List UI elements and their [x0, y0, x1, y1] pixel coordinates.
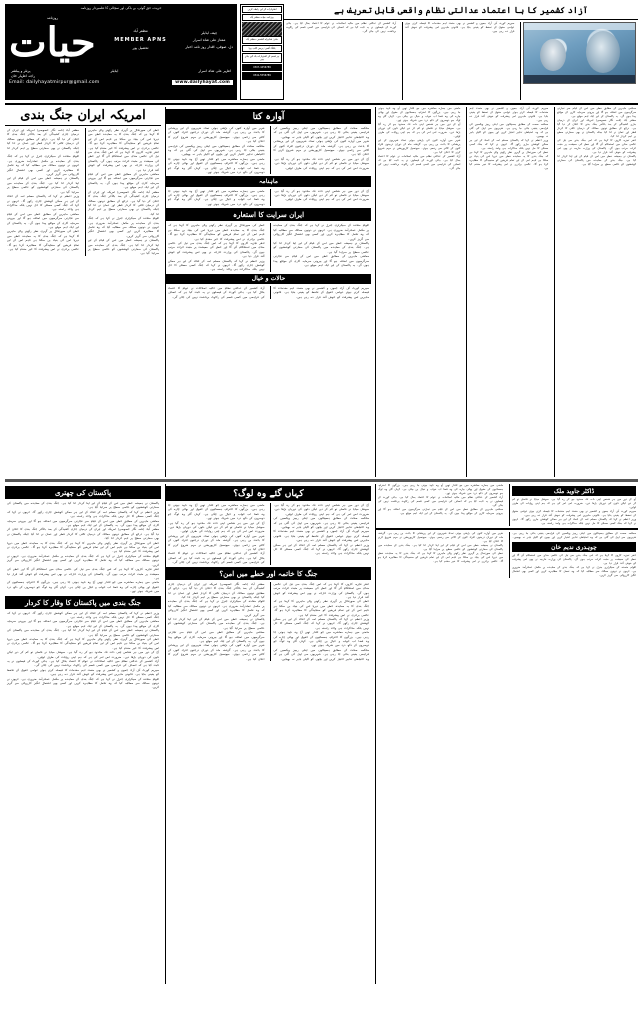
masthead-pub-label: ایڈیٹر [110, 69, 119, 73]
column-middle-lower [165, 484, 371, 984]
lead-text-a: آزاد کشمیر کے عدالتی نظام میں حالیہ اصلاحات نے عوام کا اعتماد بحال کیا ہے۔ ہائی کورٹ کے فیصلوں نے یہ ثابت کیا ہے کہ انصاف کی فراہمی میں کسی قسم کی رکاوٹ برداشت نہیں کی جائے گی۔ [286, 22, 397, 33]
left-lower2-text-1b: پاکستان نے ہمیشہ خطے میں امن کے قیام کے لیے اپنا کردار ادا کیا ہے۔ جنگ بندی کے معاہدے میں پاکستان کی سفارتی کوششوں کو عالمی سطح پر سراہا گیا ہے۔ [378, 544, 503, 552]
awara-text-2c: آج کے دور میں ہر شخص اپنی ذات تک محدود ہو کر رہ گیا ہے۔ سوشل میڈیا نے فاصلے تو کم کر دیے لیکن دلوں کی دوریاں بڑھا دیں۔ ضرورت اس امر کی ہے کہ ہم اپنی روایات کی طرف لوٹیں۔ [273, 156, 369, 170]
masthead [5, 4, 638, 100]
byline-ch-nadeem-khan: چوہدری ندیم خان [512, 542, 636, 552]
chhatri-text-1e: خطے کی صورتحال پر گہری نظر رکھنے والے ماہرین کا کہنا ہے کہ جنگ بندی کا یہ معاہدہ خطے میں دیرپا امن کی بنیاد بن سکتا ہے تاہم اس کے لیے تمام فریقین کو سنجیدگی کا مظاہرہ کرنا ہو گا۔ عالمی برادری نے اس پیشرفت کا خیر مقدم کیا ہے۔ [7, 540, 159, 554]
left-upper-text-2c: وزیر اعظم نے کہا کہ پاکستان مسلم امہ کے اتحاد کے لیے ہر ممکن کوشش جاری رکھے گا۔ انہوں نے کہا کہ جنگ کسی مسئلے کا حل نہیں بلکہ مذاکرات ہی واحد راستہ ہے۔ [469, 139, 549, 150]
main-story-col1e: معاشی ماہرین کے مطابق خطے میں امن کے قیام سے تجارتی سرگرمیوں میں اضافہ ہو گا اور بیرونی سرمایہ کاری کے مواقع پیدا ہوں گے۔ یہ پاکستان کے لیے ایک اہم موقع ہے۔ [7, 211, 79, 229]
jangkhatma-text-1c: پاکستان نے ہمیشہ خطے میں امن کے قیام کے لیے اپنا کردار ادا کیا ہے۔ جنگ بندی کے معاہدے میں پاکستان کی سفارتی کوششوں کو عالمی سطح پر سراہا گیا ہے۔ [168, 616, 265, 630]
pakistan-chhatri-banner: پاکستان کی چھتری [5, 486, 161, 499]
masthead-city: مظفر آباد [133, 29, 148, 33]
main-story-col2b: ادھر تجزیہ کاروں کا کہنا ہے کہ اس جنگ بندی سے تیل کی عالمی منڈی میں استحکام آئے گا اور خطے کی معیشت پر مثبت اثرات مرتب ہوں گے۔ پاکستان کی وزارت خارجہ نے بھی اس پیشرفت کو خوش آئند قرار دیا ہے۔ [87, 150, 159, 172]
left-lower-text-1: ماضی میں ہمارے معاشرے میں جو اقدار تھیں آج وہ ناپید ہوتی جا رہی ہیں۔ بزرگوں کا احترام، ہمسائیوں کے حقوق اور بھائی چارے کی وہ فضا اب خواب و خیال بن چکی ہے۔ کہاں گئے وہ لوگ جو دوسروں کے دکھ درد میں شریک ہوتے تھے۔ [378, 484, 503, 495]
left-upper-text-3: معاشی ماہرین کے مطابق خطے میں امن کے قیام سے تجارتی سرگرمیوں میں اضافہ ہو گا اور بیرونی سرمایہ کاری کے مواقع پیدا ہوں گے۔ یہ پاکستان کے لیے ایک اہم موقع ہے۔ [557, 107, 636, 118]
ad-box-title: اشتہارات کے لیے رابطہ کریں [242, 6, 282, 13]
masthead-member-line: MEMBER APNS [114, 37, 167, 43]
left-lower2-text-2: محکمہ صحت کے مطابق ہسپتالوں میں اینٹی ریبیز ویکسین کی فراہمی یقینی بنائی جا رہی ہے۔ شہریوں سے اپیل کی گئی ہے کہ وہ احتیاطی تدابیر اختیار کریں اور بچوں کو اکیلے باہر نہ بھیجیں۔ [511, 532, 636, 540]
upper-body [5, 107, 638, 477]
jangkhatma-text-2e: محکمہ صحت کے مطابق ہسپتالوں میں اینٹی ریبیز ویکسین کی فراہمی یقینی بنائی جا رہی ہے۔ شہریوں سے اپیل کی گئی ہے کہ وہ احتیاطی تدابیر اختیار کریں اور بچوں کو اکیلے باہر نہ بھیجیں۔ [273, 647, 369, 661]
ad-box-line4: ہر قسم کے اشتہارات بک کیے جاتے ہیں [242, 53, 282, 63]
kahan-text-1b: آج کے دور میں ہر شخص اپنی ذات تک محدود ہو کر رہ گیا ہے۔ سوشل میڈیا نے فاصلے تو کم کر دیے لیکن دلوں کی دوریاں بڑھا دیں۔ ضرورت اس امر کی ہے کہ ہم اپنی روایات کی طرف لوٹیں۔ [168, 520, 265, 534]
ad-box-image [242, 22, 282, 36]
jangkhatma-text-1d: معاشی ماہرین کے مطابق خطے میں امن کے قیام سے تجارتی سرگرمیوں میں اضافہ ہو گا اور بیرونی سرمایہ کاری کے مواقع پیدا ہوں گے۔ یہ پاکستان کے لیے ایک اہم موقع ہے۔ [168, 630, 265, 643]
iran-sarayat-banner: ایران سرایت کا استعارہ [166, 208, 371, 221]
jangkhatma-text-1: مظفر آباد (نامہ نگار خصوصی) امریکہ اور ایران کے درمیان جاری کشیدگی کے بعد بالآخر جنگ بندی کا اعلان کر دیا گیا ہے۔ ذرائع کے مطابق دونوں ممالک کے درمیان ثالثی کا کردار قطر اور عمان نے ادا کیا جبکہ پاکستان نے بھی سفارتی سطح پر اہم کردار ادا کیا۔ [168, 581, 265, 599]
chhatri-text-1d: مظفر آباد (نامہ نگار خصوصی) امریکہ اور ایران کے درمیان جاری کشیدگی کے بعد بالآخر جنگ بندی کا اعلان کر دیا گیا ہے۔ ذرائع کے مطابق دونوں ممالک کے درمیان ثالثی کا کردار قطر اور عمان نے ادا کیا جبکہ پاکستان نے بھی سفارتی سطح پر اہم کردار ادا کیا۔ [7, 527, 159, 541]
jangbandi-text-1e: آج کے دور میں ہر شخص اپنی ذات تک محدود ہو کر رہ گیا ہے۔ سوشل میڈیا نے فاصلے تو کم کر دیے لیکن دلوں کی دوریاں بڑھا دیں۔ ضرورت اس امر کی ہے کہ ہم اپنی روایات کی طرف لوٹیں۔ [7, 650, 159, 659]
masthead-logo-panel [5, 4, 237, 100]
azad-kashmir-headline: آزاد کشمیر کا با اعتماد عدالتی نظام واقعی قابل تعریف ہے [334, 6, 588, 16]
masthead-printer-label: پرنٹر و پبلشر [11, 69, 31, 73]
jangbandi-text-1g: سپریم کورٹ آف آزاد جموں و کشمیر نے بھی متعدد اہم مقدمات کا فیصلہ کرتے ہوئے عوامی حقوق کے تحفظ کو یقینی بنایا ہے۔ قانونی ماہرین اس پیشرفت کو خوش آئند قرار دے رہے ہیں۔ [7, 667, 159, 677]
main-story-col1f: خطے کی صورتحال پر گہری نظر رکھنے والے ماہرین کا کہنا ہے کہ جنگ بندی کا یہ معاہدہ خطے میں دیرپا امن کی بنیاد بن سکتا ہے تاہم اس کے لیے تمام فریقین کو سنجیدگی کا مظاہرہ کرنا ہو گا۔ عالمی برادری نے اس پیشرفت کا خیر مقدم کیا ہے۔ [7, 229, 79, 251]
kahan-text-2b: محکمہ صحت کے مطابق ہسپتالوں میں اینٹی ریبیز ویکسین کی فراہمی یقینی بنائی جا رہی ہے۔ شہریوں سے اپیل کی گئی ہے کہ وہ احتیاطی تدابیر اختیار کریں اور بچوں کو اکیلے باہر نہ بھیجیں۔ [273, 516, 369, 530]
main-story-col2c: معاشی ماہرین کے مطابق خطے میں امن کے قیام سے تجارتی سرگرمیوں میں اضافہ ہو گا اور بیرونی سرمایہ کاری کے مواقع پیدا ہوں گے۔ یہ پاکستان کے لیے ایک اہم موقع ہے۔ [87, 172, 159, 190]
left-upper-text-2b: محکمہ صحت کے مطابق ہسپتالوں میں اینٹی ریبیز ویکسین کی فراہمی یقینی بنائی جا رہی ہے۔ شہریوں سے اپیل کی گئی ہے کہ وہ احتیاطی تدابیر اختیار کریں اور بچوں کو اکیلے باہر نہ بھیجیں۔ [469, 123, 549, 138]
ad-box-line3: بکنگ آفس: پریس کلب روڈ [242, 45, 282, 52]
iran-text-1c: وزیر اعظم نے کہا کہ پاکستان مسلم امہ کے اتحاد کے لیے ہر ممکن کوشش جاری رکھے گا۔ انہوں نے کہا کہ جنگ کسی مسئلے کا حل نہیں بلکہ مذاکرات ہی واحد راستہ ہے۔ [168, 258, 265, 272]
awara-text-2b: شہر میں آوارہ کتوں کی بڑھتی ہوئی تعداد شہریوں کے لیے پریشانی کا باعث بن رہی ہے۔ گزشتہ ماہ کے دوران درجنوں افراد کتوں کے کاٹنے سے زخمی ہوئے۔ میونسپل کارپوریشن نے مہم شروع کرنے کا اعلان کیا ہے۔ [273, 139, 369, 157]
main-story-col2e: اقوام متحدہ کے سیکرٹری جنرل نے کہا ہے کہ جنگ بندی کے معاہدے پر مکمل عملدرآمد ضروری ہے۔ انہوں نے دونوں ممالک سے مطالبہ کیا کہ وہ تحمل کا مظاہرہ کریں اور کسی بھی اشتعال انگیز کارروائی سے گریز کریں۔ [87, 216, 159, 238]
left-upper-text-2: سپریم کورٹ آف آزاد جموں و کشمیر نے بھی متعدد اہم مقدمات کا فیصلہ کرتے ہوئے عوامی حقوق کے تحفظ کو یقینی بنایا ہے۔ قانونی ماہرین اس پیشرفت کو خوش آئند قرار دے رہے ہیں۔ [469, 107, 549, 122]
masthead-website[interactable]: www.dailyhayat.com [172, 80, 233, 85]
jangbandi-text-1b: معاشی ماہرین کے مطابق خطے میں امن کے قیام سے تجارتی سرگرمیوں میں اضافہ ہو گا اور بیرونی سرمایہ کاری کے مواقع پیدا ہوں گے۔ یہ پاکستان کے لیے ایک اہم موقع ہے۔ [7, 619, 159, 628]
jangbandi-text-1f: آزاد کشمیر کے عدالتی نظام میں حالیہ اصلاحات نے عوام کا اعتماد بحال کیا ہے۔ ہائی کورٹ کے فیصلوں نے یہ ثابت کیا ہے کہ انصاف کی فراہمی میں کسی قسم کی رکاوٹ برداشت نہیں کی جائے گی۔ [7, 659, 159, 668]
masthead-ad-box [240, 4, 284, 100]
chhatri-text-1h: ماضی میں ہمارے معاشرے میں جو اقدار تھیں آج وہ ناپید ہوتی جا رہی ہیں۔ بزرگوں کا احترام، ہمسائیوں کے حقوق اور بھائی چارے کی وہ فضا اب خواب و خیال بن چکی ہے۔ کہاں گئے وہ لوگ جو دوسروں کے دکھ درد میں شریک ہوتے تھے۔ [7, 580, 159, 594]
column-right-upper [5, 107, 161, 477]
iran-text-1b: ادھر تجزیہ کاروں کا کہنا ہے کہ اس جنگ بندی سے تیل کی عالمی منڈی میں استحکام آئے گا اور خطے کی معیشت پر مثبت اثرات مرتب ہوں گے۔ پاکستان کی وزارت خارجہ نے بھی اس پیشرفت کو خوش آئند قرار دیا ہے۔ [168, 240, 265, 259]
mahana-text-1: ماضی میں ہمارے معاشرے میں جو اقدار تھیں آج وہ ناپید ہوتی جا رہی ہیں۔ بزرگوں کا احترام، ہمسائیوں کے حقوق اور بھائی چارے کی وہ فضا اب خواب و خیال بن چکی ہے۔ کہاں گئے وہ لوگ جو دوسروں کے دکھ درد میں شریک ہوتے تھے۔ [168, 188, 265, 206]
jangbandi-text-1d: خطے کی صورتحال پر گہری نظر رکھنے والے ماہرین کا کہنا ہے کہ جنگ بندی کا یہ معاہدہ خطے میں دیرپا امن کی بنیاد بن سکتا ہے تاہم اس کے لیے تمام فریقین کو سنجیدگی کا مظاہرہ کرنا ہو گا۔ عالمی برادری نے اس پیشرفت کا خیر مقدم کیا ہے۔ [7, 636, 159, 650]
left-upper-text-3d: پاکستان نے ہمیشہ خطے میں امن کے قیام کے لیے اپنا کردار ادا کیا ہے۔ جنگ بندی کے معاہدے میں پاکستان کی سفارتی کوششوں کو عالمی سطح پر سراہا گیا ہے۔ [557, 155, 636, 166]
column-middle-upper [165, 107, 371, 477]
chhatri-text-1b: وزیر اعظم نے کہا کہ پاکستان مسلم امہ کے اتحاد کے لیے ہر ممکن کوشش جاری رکھے گا۔ انہوں نے کہا کہ جنگ کسی مسئلے کا حل نہیں بلکہ مذاکرات ہی واحد راستہ ہے۔ [7, 509, 159, 519]
kahan-text-1: ماضی میں ہمارے معاشرے میں جو اقدار تھیں آج وہ ناپید ہوتی جا رہی ہیں۔ بزرگوں کا احترام، ہمسائیوں کے حقوق اور بھائی چارے کی وہ فضا اب خواب و خیال بن چکی ہے۔ کہاں گئے وہ لوگ جو دوسروں کے دکھ درد میں شریک ہوتے تھے۔ [168, 503, 265, 521]
main-story-col2f: پاکستان نے ہمیشہ خطے میں امن کے قیام کے لیے اپنا کردار ادا کیا ہے۔ جنگ بندی کے معاہدے میں پاکستان کی سفارتی کوششوں کو عالمی سطح پر سراہا گیا ہے۔ [87, 238, 159, 256]
jangbandi-text-1h: اقوام متحدہ کے سیکرٹری جنرل نے کہا ہے کہ جنگ بندی کے معاہدے پر مکمل عملدرآمد ضروری ہے۔ انہوں نے دونوں ممالک سے مطالبہ کیا کہ وہ تحمل کا مظاہرہ کریں اور کسی بھی اشتعال انگیز کارروائی سے گریز کریں۔ [7, 676, 159, 690]
jangbandi-text-1c: پاکستان نے ہمیشہ خطے میں امن کے قیام کے لیے اپنا کردار ادا کیا ہے۔ جنگ بندی کے معاہدے میں پاکستان کی سفارتی کوششوں کو عالمی سطح پر سراہا گیا ہے۔ [7, 628, 159, 637]
left-lower-text-1c: معاشی ماہرین کے مطابق خطے میں امن کے قیام سے تجارتی سرگرمیوں میں اضافہ ہو گا اور بیرونی سرمایہ کاری کے مواقع پیدا ہوں گے۔ یہ پاکستان کے لیے ایک اہم موقع ہے۔ [378, 508, 503, 515]
khayal-banner: حالات و خیال [166, 274, 371, 284]
iran-text-2c: معاشی ماہرین کے مطابق خطے میں امن کے قیام سے تجارتی سرگرمیوں میں اضافہ ہو گا اور بیرونی سرمایہ کاری کے مواقع پیدا ہوں گے۔ یہ پاکستان کے لیے ایک اہم موقع ہے۔ [273, 254, 369, 267]
iran-text-1: خطے کی صورتحال پر گہری نظر رکھنے والے ماہرین کا کہنا ہے کہ جنگ بندی کا یہ معاہدہ خطے میں دیرپا امن کی بنیاد بن سکتا ہے تاہم اس کے لیے تمام فریقین کو سنجیدگی کا مظاہرہ کرنا ہو گا۔ عالمی برادری نے اس پیشرفت کا خیر مقدم کیا ہے۔ [168, 223, 265, 241]
left-lower2-text-1c: خطے کی صورتحال پر گہری نظر رکھنے والے ماہرین کا کہنا ہے کہ جنگ بندی کا یہ معاہدہ خطے میں دیرپا امن کی بنیاد بن سکتا ہے تاہم اس کے لیے تمام فریقین کو سنجیدگی کا مظاہرہ کرنا ہو گا۔ عالمی برادری نے اس پیشرفت کا خیر مقدم کیا ہے۔ [378, 552, 503, 564]
left-lower-text-2c: وزیر اعظم نے کہا کہ پاکستان مسلم امہ کے اتحاد کے لیے ہر ممکن کوشش جاری رکھے گا۔ انہوں نے کہا کہ جنگ کسی مسئلے کا حل نہیں بلکہ مذاکرات ہی واحد راستہ ہے۔ [511, 518, 636, 526]
masthead-title: حیات [9, 18, 96, 66]
main-headline: امریکہ ایران جنگ بندی [5, 107, 161, 126]
jangkhatma-text-2b: خطے کی صورتحال پر گہری نظر رکھنے والے ماہرین کا کہنا ہے کہ جنگ بندی کا یہ معاہدہ خطے میں دیرپا امن کی بنیاد بن سکتا ہے تاہم اس کے لیے تمام فریقین کو سنجیدگی کا مظاہرہ کرنا ہو گا۔ عالمی برادری نے اس پیشرفت کا خیر مقدم کیا ہے۔ [273, 599, 369, 617]
masthead-pub-name: اظہر علی شاہ اسرار [198, 69, 231, 73]
left-lower2-text-1: شہر میں آوارہ کتوں کی بڑھتی ہوئی تعداد شہریوں کے لیے پریشانی کا باعث بن رہی ہے۔ گزشتہ ماہ کے دوران درجنوں افراد کتوں کے کاٹنے سے زخمی ہوئے۔ میونسپل کارپوریشن نے مہم شروع کرنے کا اعلان کیا ہے۔ [378, 532, 503, 544]
awara-text-1b: محکمہ صحت کے مطابق ہسپتالوں میں اینٹی ریبیز ویکسین کی فراہمی یقینی بنائی جا رہی ہے۔ شہریوں سے اپیل کی گئی ہے کہ وہ احتیاطی تدابیر اختیار کریں اور بچوں کو اکیلے باہر نہ بھیجیں۔ [168, 143, 265, 157]
left-upper-text-3c: ادھر تجزیہ کاروں کا کہنا ہے کہ اس جنگ بندی سے تیل کی عالمی منڈی میں استحکام آئے گا اور خطے کی معیشت پر مثبت اثرات مرتب ہوں گے۔ پاکستان کی وزارت خارجہ نے بھی اس پیشرفت کو خوش آئند قرار دیا ہے۔ [557, 139, 636, 154]
chhatri-text-1: پاکستان نے ہمیشہ خطے میں امن کے قیام کے لیے اپنا کردار ادا کیا ہے۔ جنگ بندی کے معاہدے میں پاکستان کی سفارتی کوششوں کو عالمی سطح پر سراہا گیا ہے۔ [7, 501, 159, 510]
column-left-upper [375, 107, 638, 477]
ad-box-phone1: 0307-4456789 [242, 64, 282, 71]
jangkhatma-text-2: ادھر تجزیہ کاروں کا کہنا ہے کہ اس جنگ بندی سے تیل کی عالمی منڈی میں استحکام آئے گا اور خطے کی معیشت پر مثبت اثرات مرتب ہوں گے۔ پاکستان کی وزارت خارجہ نے بھی اس پیشرفت کو خوش آئند قرار دیا ہے۔ [273, 581, 369, 599]
masthead-email[interactable]: Email: dailyhayatmirpur@gmail.com [9, 80, 100, 85]
kahan-gaye-banner: کہاں گئے وہ لوگ؟ [166, 486, 371, 501]
mahana-banner: ماہنامہ [166, 176, 371, 186]
kahan-text-2: آج کے دور میں ہر شخص اپنی ذات تک محدود ہو کر رہ گیا ہے۔ سوشل میڈیا نے فاصلے تو کم کر دیے لیکن دلوں کی دوریاں بڑھا دیں۔ ضرورت اس امر کی ہے کہ ہم اپنی روایات کی طرف لوٹیں۔ [273, 503, 369, 516]
jangkhatma-text-2c: وزیر اعظم نے کہا کہ پاکستان مسلم امہ کے اتحاد کے لیے ہر ممکن کوشش جاری رکھے گا۔ انہوں نے کہا کہ جنگ کسی مسئلے کا حل نہیں بلکہ مذاکرات ہی واحد راستہ ہے۔ [273, 616, 369, 630]
mahana-text-2: آج کے دور میں ہر شخص اپنی ذات تک محدود ہو کر رہ گیا ہے۔ سوشل میڈیا نے فاصلے تو کم کر دیے لیکن دلوں کی دوریاں بڑھا دیں۔ ضرورت اس امر کی ہے کہ ہم اپنی روایات کی طرف لوٹیں۔ [273, 188, 369, 202]
jang-bandi-banner: جنگ بندی میں پاکستان کا وقار کا کردار [5, 596, 161, 609]
khayal-text-2: سپریم کورٹ آف آزاد جموں و کشمیر نے بھی متعدد اہم مقدمات کا فیصلہ کرتے ہوئے عوامی حقوق کے تحفظ کو یقینی بنایا ہے۔ قانونی ماہرین اس پیشرفت کو خوش آئند قرار دے رہے ہیں۔ [273, 285, 369, 299]
awara-text-1c: ماضی میں ہمارے معاشرے میں جو اقدار تھیں آج وہ ناپید ہوتی جا رہی ہیں۔ بزرگوں کا احترام، ہمسائیوں کے حقوق اور بھائی چارے کی وہ فضا اب خواب و خیال بن چکی ہے۔ کہاں گئے وہ لوگ جو دوسروں کے دکھ درد میں شریک ہوتے تھے۔ [168, 156, 265, 175]
ad-box-phone2: 0341-5556789 [242, 72, 282, 79]
left-upper-text-1: ماضی میں ہمارے معاشرے میں جو اقدار تھیں آج وہ ناپید ہوتی جا رہی ہیں۔ بزرگوں کا احترام، ہمسائیوں کے حقوق اور بھائی چارے کی وہ فضا اب خواب و خیال بن چکی ہے۔ کہاں گئے وہ لوگ جو دوسروں کے دکھ درد میں شریک ہوتے تھے۔ [378, 107, 461, 122]
awara-text-2: محکمہ صحت کے مطابق ہسپتالوں میں اینٹی ریبیز ویکسین کی فراہمی یقینی بنائی جا رہی ہے۔ شہریوں سے اپیل کی گئی ہے کہ وہ احتیاطی تدابیر اختیار کریں اور بچوں کو اکیلے باہر نہ بھیجیں۔ [273, 126, 369, 139]
masthead-lead-area [284, 4, 638, 100]
main-story-col1b: اقوام متحدہ کے سیکرٹری جنرل نے کہا ہے کہ جنگ بندی کے معاہدے پر مکمل عملدرآمد ضروری ہے۔ انہوں نے دونوں ممالک سے مطالبہ کیا کہ وہ تحمل کا مظاہرہ کریں اور کسی بھی اشتعال انگیز کارروائی سے گریز کریں۔ [7, 154, 79, 177]
masthead-slogan: حریت، حق گوئی، بے باکی اور سچائی کا علمبردار روزنامہ [80, 6, 162, 10]
kahan-text-2c: سپریم کورٹ آف آزاد جموں و کشمیر نے بھی متعدد اہم مقدمات کا فیصلہ کرتے ہوئے عوامی حقوق کے تحفظ کو یقینی بنایا ہے۔ قانونی ماہرین اس پیشرفت کو خوش آئند قرار دے رہے ہیں۔ [273, 529, 369, 543]
awara-kutta-banner: آوارہ کتا [166, 109, 371, 124]
chhatri-text-1g: ادھر تجزیہ کاروں کا کہنا ہے کہ اس جنگ بندی سے تیل کی عالمی منڈی میں استحکام آئے گا اور خطے کی معیشت پر مثبت اثرات مرتب ہوں گے۔ پاکستان کی وزارت خارجہ نے بھی اس پیشرفت کو خوش آئند قرار دیا ہے۔ [7, 567, 159, 580]
jangkhatma-text-1b: اقوام متحدہ کے سیکرٹری جنرل نے کہا ہے کہ جنگ بندی کے معاہدے پر مکمل عملدرآمد ضروری ہے۔ انہوں نے دونوں ممالک سے مطالبہ کیا کہ وہ تحمل کا مظاہرہ کریں اور کسی بھی اشتعال انگیز کارروائی سے گریز کریں۔ [168, 599, 265, 617]
kahan-text-1c: شہر میں آوارہ کتوں کی بڑھتی ہوئی تعداد شہریوں کے لیے پریشانی کا باعث بن رہی ہے۔ گزشتہ ماہ کے دوران درجنوں افراد کتوں کے کاٹنے سے زخمی ہوئے۔ میونسپل کارپوریشن نے مہم شروع کرنے کا اعلان کیا ہے۔ [168, 533, 265, 552]
iran-text-2: اقوام متحدہ کے سیکرٹری جنرل نے کہا ہے کہ جنگ بندی کے معاہدے پر مکمل عملدرآمد ضروری ہے۔ انہوں نے دونوں ممالک سے مطالبہ کیا کہ وہ تحمل کا مظاہرہ کریں اور کسی بھی اشتعال انگیز کارروائی سے گریز کریں۔ [273, 223, 369, 241]
kahan-text-2d: وزیر اعظم نے کہا کہ پاکستان مسلم امہ کے اتحاد کے لیے ہر ممکن کوشش جاری رکھے گا۔ انہوں نے کہا کہ جنگ کسی مسئلے کا حل نہیں بلکہ مذاکرات ہی واحد راستہ ہے۔ [273, 542, 369, 556]
column-left-lower [375, 484, 638, 984]
masthead-slogan2: دل، صوفی، اقدار روز نامہ اخبار [185, 44, 233, 49]
jang-khatma-banner: جنگ کا خاتمہ اور خطے میں امن؟ [166, 567, 371, 580]
khayal-text-1: آزاد کشمیر کے عدالتی نظام میں حالیہ اصلاحات نے عوام کا اعتماد بحال کیا ہے۔ ہائی کورٹ کے فیصلوں نے یہ ثابت کیا ہے کہ انصاف کی فراہمی میں کسی قسم کی رکاوٹ برداشت نہیں کی جائے گی۔ [168, 285, 265, 299]
main-story-col1d: وزیر اعظم نے کہا کہ پاکستان مسلم امہ کے اتحاد کے لیے ہر ممکن کوشش جاری رکھے گا۔ انہوں نے کہا کہ جنگ کسی مسئلے کا حل نہیں بلکہ مذاکرات ہی واحد راستہ ہے۔ [7, 194, 79, 212]
byline-dr-javed-malik: ڈاکٹر جاوید ملک [512, 486, 636, 496]
left-upper-text-3b: مظفر آباد (نامہ نگار خصوصی) امریکہ اور ایران کے درمیان جاری کشیدگی کے بعد بالآخر جنگ بندی کا اعلان کر دیا گیا ہے۔ ذرائع کے مطابق دونوں ممالک کے درمیان ثالثی کا کردار قطر اور عمان نے ادا کیا جبکہ پاکستان نے بھی سفارتی سطح پر اہم کردار ادا کیا۔ [557, 119, 636, 138]
left-lower-text-1b: آزاد کشمیر کے عدالتی نظام میں حالیہ اصلاحات نے عوام کا اعتماد بحال کیا ہے۔ ہائی کورٹ کے فیصلوں نے یہ ثابت کیا ہے کہ انصاف کی فراہمی میں کسی قسم کی رکاوٹ برداشت نہیں کی جائے گی۔ [378, 496, 503, 507]
jangkhatma-text-2d: ماضی میں ہمارے معاشرے میں جو اقدار تھیں آج وہ ناپید ہوتی جا رہی ہیں۔ بزرگوں کا احترام، ہمسائیوں کے حقوق اور بھائی چارے کی وہ فضا اب خواب و خیال بن چکی ہے۔ کہاں گئے وہ لوگ جو دوسروں کے دکھ درد میں شریک ہوتے تھے۔ [273, 630, 369, 648]
chhatri-text-1c: معاشی ماہرین کے مطابق خطے میں امن کے قیام سے تجارتی سرگرمیوں میں اضافہ ہو گا اور بیرونی سرمایہ کاری کے مواقع پیدا ہوں گے۔ یہ پاکستان کے لیے ایک اہم موقع ہے۔ [7, 518, 159, 528]
masthead-printer-name: راجہ اظہار خان [11, 74, 36, 78]
masthead-editor-label: چیف ایڈیٹر [201, 30, 218, 35]
masthead-editor-name: ممتاز علی شاہ اسرار [192, 37, 226, 42]
left-upper-text-1c: شہر میں آوارہ کتوں کی بڑھتی ہوئی تعداد شہریوں کے لیے پریشانی کا باعث بن رہی ہے۔ گزشتہ ماہ کے دوران درجنوں افراد کتوں کے کاٹنے سے زخمی ہوئے۔ میونسپل کارپوریشن نے مہم شروع کرنے کا اعلان کیا ہے۔ [378, 139, 461, 154]
chhatri-text-1f: اقوام متحدہ کے سیکرٹری جنرل نے کہا ہے کہ جنگ بندی کے معاہدے پر مکمل عملدرآمد ضروری ہے۔ انہوں نے دونوں ممالک سے مطالبہ کیا کہ وہ تحمل کا مظاہرہ کریں اور کسی بھی اشتعال انگیز کارروائی سے گریز کریں۔ [7, 553, 159, 567]
ad-box-line2: دفتر: شاہراہ کشمیر، مظفر آباد [242, 36, 282, 43]
kahan-text-1d: آزاد کشمیر کے عدالتی نظام میں حالیہ اصلاحات نے عوام کا اعتماد بحال کیا ہے۔ ہائی کورٹ کے فیصلوں نے یہ ثابت کیا ہے کہ انصاف کی فراہمی میں کسی قسم کی رکاوٹ برداشت نہیں کی جائے گی۔ [168, 551, 265, 565]
left-upper-text-1b: آج کے دور میں ہر شخص اپنی ذات تک محدود ہو کر رہ گیا ہے۔ سوشل میڈیا نے فاصلے تو کم کر دیے لیکن دلوں کی دوریاں بڑھا دیں۔ ضرورت اس امر کی ہے کہ ہم اپنی روایات کی طرف لوٹیں۔ [378, 123, 461, 138]
jangbandi-text-1: وزیر اعظم نے کہا کہ پاکستان مسلم امہ کے اتحاد کے لیے ہر ممکن کوشش جاری رکھے گا۔ انہوں نے کہا کہ جنگ کسی مسئلے کا حل نہیں بلکہ مذاکرات ہی واحد راستہ ہے۔ [7, 610, 159, 619]
lead-text-b: سپریم کورٹ آف آزاد جموں و کشمیر نے بھی متعدد اہم مقدمات کا فیصلہ کرتے ہوئے عوامی حقوق کے تحفظ کو یقینی بنایا ہے۔ قانونی ماہرین اس پیشرفت کو خوش آئند قرار دے رہے ہیں۔ [405, 22, 515, 33]
iran-text-2b: پاکستان نے ہمیشہ خطے میں امن کے قیام کے لیے اپنا کردار ادا کیا ہے۔ جنگ بندی کے معاہدے میں پاکستان کی سفارتی کوششوں کو عالمی سطح پر سراہا گیا ہے۔ [273, 240, 369, 254]
left-lower-text-2: آج کے دور میں ہر شخص اپنی ذات تک محدود ہو کر رہ گیا ہے۔ سوشل میڈیا نے فاصلے تو کم کر دیے لیکن دلوں کی دوریاں بڑھا دیں۔ ضرورت اس امر کی ہے کہ ہم اپنی روایات کی طرف لوٹیں۔ [511, 498, 636, 510]
main-story-col2: خطے کی صورتحال پر گہری نظر رکھنے والے ماہرین کا کہنا ہے کہ جنگ بندی کا یہ معاہدہ خطے میں دیرپا امن کی بنیاد بن سکتا ہے تاہم اس کے لیے تمام فریقین کو سنجیدگی کا مظاہرہ کرنا ہو گا۔ عالمی برادری نے اس پیشرفت کا خیر مقدم کیا ہے۔ [87, 128, 159, 150]
ad-box-line1: روزنامہ حیات مظفر آباد [242, 14, 282, 21]
left-lower-text-2b: سپریم کورٹ آف آزاد جموں و کشمیر نے بھی متعدد اہم مقدمات کا فیصلہ کرتے ہوئے عوامی حقوق کے تحفظ کو یقینی بنایا ہے۔ قانونی ماہرین اس پیشرفت کو خوش آئند قرار دے رہے ہیں۔ [511, 510, 636, 518]
jangkhatma-text-1e: شہر میں آوارہ کتوں کی بڑھتی ہوئی تعداد شہریوں کے لیے پریشانی کا باعث بن رہی ہے۔ گزشتہ ماہ کے دوران درجنوں افراد کتوں کے کاٹنے سے زخمی ہوئے۔ میونسپل کارپوریشن نے مہم شروع کرنے کا اعلان کیا ہے۔ [168, 643, 265, 661]
main-story-col1: مظفر آباد (نامہ نگار خصوصی) امریکہ اور ایران کے درمیان جاری کشیدگی کے بعد بالآخر جنگ بندی کا اعلان کر دیا گیا ہے۔ ذرائع کے مطابق دونوں ممالک کے درمیان ثالثی کا کردار قطر اور عمان نے ادا کیا جبکہ پاکستان نے بھی سفارتی سطح پر اہم کردار ادا کیا۔ [7, 128, 79, 155]
column-right-lower [5, 484, 161, 984]
awara-text-1: شہر میں آوارہ کتوں کی بڑھتی ہوئی تعداد شہریوں کے لیے پریشانی کا باعث بن رہی ہے۔ گزشتہ ماہ کے دوران درجنوں افراد کتوں کے کاٹنے سے زخمی ہوئے۔ میونسپل کارپوریشن نے مہم شروع کرنے کا اعلان کیا ہے۔ [168, 126, 265, 144]
masthead-kicker: روزنامہ [46, 15, 59, 20]
left-lower2-text-2c: اقوام متحدہ کے سیکرٹری جنرل نے کہا ہے کہ جنگ بندی کے معاہدے پر مکمل عملدرآمد ضروری ہے۔ انہوں نے دونوں ممالک سے مطالبہ کیا کہ وہ تحمل کا مظاہرہ کریں اور کسی بھی اشتعال انگیز کارروائی سے گریز کریں۔ [511, 566, 636, 578]
masthead-city2: تحصیل پور [132, 46, 149, 50]
news-photo [523, 22, 636, 84]
main-story-col1c: پاکستان نے ہمیشہ خطے میں امن کے قیام کے لیے اپنا کردار ادا کیا ہے۔ جنگ بندی کے معاہدے میں پاکستان کی سفارتی کوششوں کو عالمی سطح پر سراہا گیا ہے۔ [7, 176, 79, 194]
left-upper-text-1d: آزاد کشمیر کے عدالتی نظام میں حالیہ اصلاحات نے عوام کا اعتماد بحال کیا ہے۔ ہائی کورٹ کے فیصلوں نے یہ ثابت کیا ہے کہ انصاف کی فراہمی میں کسی قسم کی رکاوٹ برداشت نہیں کی جائے گی۔ [378, 155, 461, 170]
lower-body [5, 484, 638, 984]
main-story-col2d: مظفر آباد (نامہ نگار خصوصی) امریکہ اور ایران کے درمیان جاری کشیدگی کے بعد بالآخر جنگ بندی کا اعلان کر دیا گیا ہے۔ ذرائع کے مطابق دونوں ممالک کے درمیان ثالثی کا کردار قطر اور عمان نے ادا کیا جبکہ پاکستان نے بھی سفارتی سطح پر اہم کردار ادا کیا۔ [87, 189, 159, 216]
masthead-contact-bar [9, 79, 233, 85]
left-lower2-text-2b: ادھر تجزیہ کاروں کا کہنا ہے کہ اس جنگ بندی سے تیل کی عالمی منڈی میں استحکام آئے گا اور خطے کی معیشت پر مثبت اثرات مرتب ہوں گے۔ پاکستان کی وزارت خارجہ نے بھی اس پیشرفت کو خوش آئند قرار دیا ہے۔ [511, 554, 636, 566]
left-upper-text-2d: خطے کی صورتحال پر گہری نظر رکھنے والے ماہرین کا کہنا ہے کہ جنگ بندی کا یہ معاہدہ خطے میں دیرپا امن کی بنیاد بن سکتا ہے تاہم اس کے لیے تمام فریقین کو سنجیدگی کا مظاہرہ کرنا ہو گا۔ عالمی برادری نے اس پیشرفت کا خیر مقدم کیا ہے۔ [469, 151, 549, 170]
